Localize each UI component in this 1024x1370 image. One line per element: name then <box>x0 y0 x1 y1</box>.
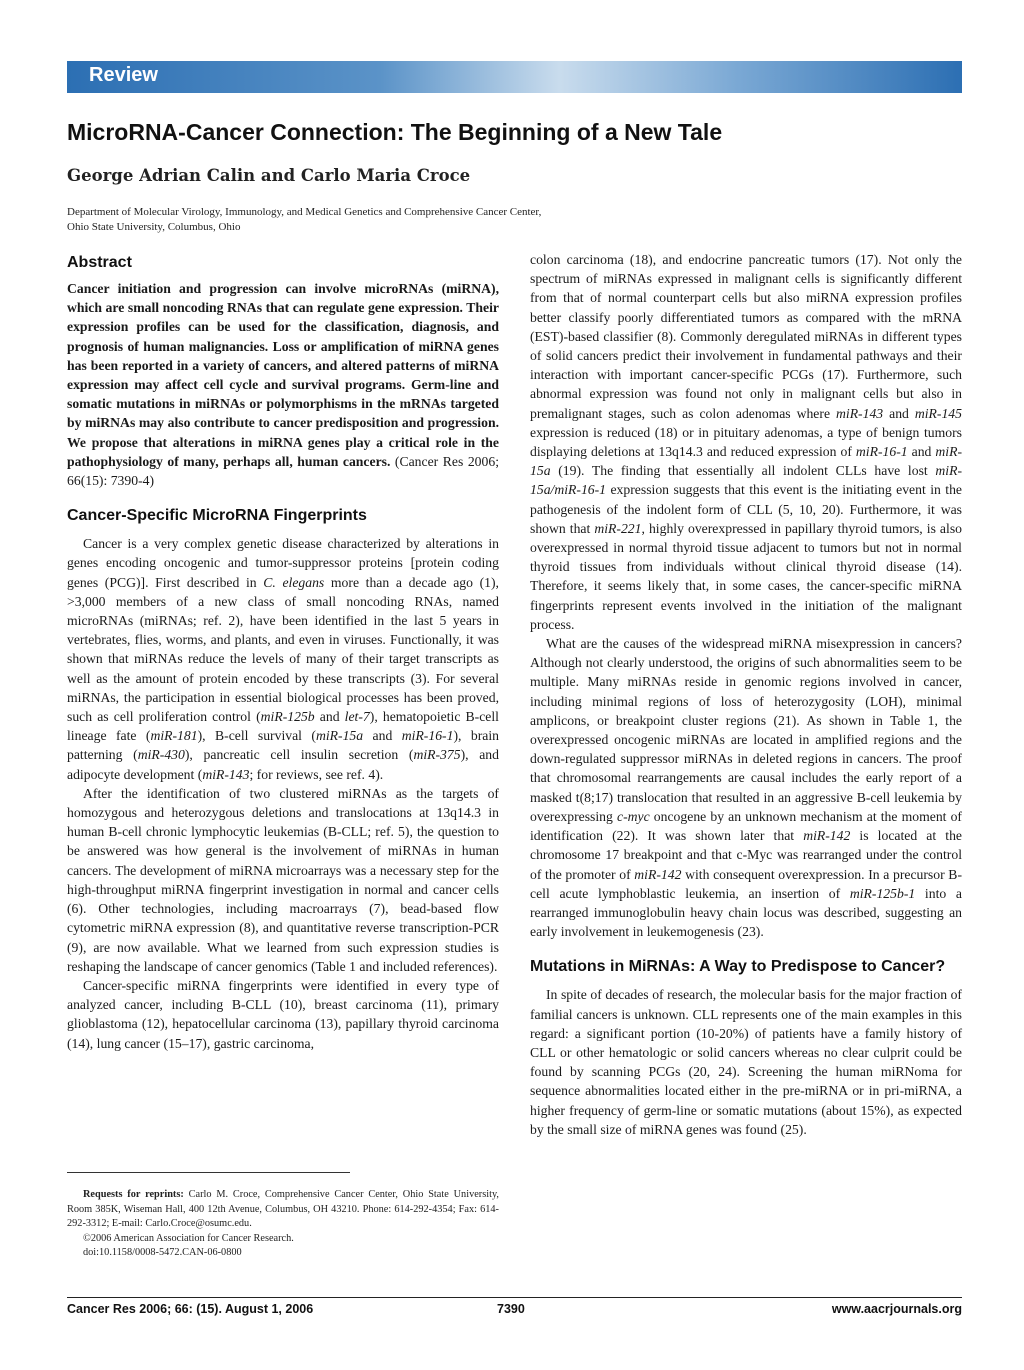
section-heading-mutations: Mutations in MiRNAs: A Way to Predispose to Cancer? <box>530 958 946 976</box>
section-banner <box>67 61 962 93</box>
abstract-citation: (Cancer Res 2006; 66(15): 7390-4) <box>67 453 499 489</box>
section-label: Review <box>89 64 158 86</box>
affiliation-line: Ohio State University, Columbus, Ohio <box>67 221 241 233</box>
copyright-note: ©2006 American Association for Cancer Research. <box>83 1232 294 1244</box>
paragraph: colon carcinoma (18), and endocrine pancreatic tumors (17). Not only the spectrum of miRNAs expressed in malignant cells is significantly different from that of normal counterpart cells but also miRNA expression profiles better classify poorly differentiated tumors as compared with the mRNA (EST)-based classifier (8). Commonly deregulated miRNAs in different types of solid cancers predict their involvement in fundamental pathways and their interaction with important cancer-specific PCGs (17). Furthermore, such abnormal expression was found not only in malignant cells but also in premalignant stages, such as colon adenomas where miR-143 and miR-145 expression is reduced (18) or in pituitary adenomas, a type of benign tumors displaying deletions at 13q14.3 and reduced expression of miR-16-1 and miR-15a (19). The finding that essentially all indolent CLLs have lost miR-15a/miR-16-1 expression suggests that this event is the initiating event in the pathogenesis of the indolent form of CLL (5, 10, 20). Furthermore, it was shown that miR-221, highly overexpressed in papillary thyroid tumors, is also overexpressed in normal thyroid tissue adjacent to tumors but not in normal thyroid tissues from individuals without clinical thyroid disease (14). Therefore, it seems likely that, in some cases, the cancer-specific miRNA fingerprints represent events involved in the initiation of the malignant process. <box>530 252 963 632</box>
abstract-text <box>67 279 499 490</box>
left-column <box>67 253 499 1053</box>
paragraph: After the identification of two clustered miRNAs as the targets of homozygous and heterozygous deletions and translocations at 13q14.3 in human B-cell chronic lymphocytic leukemias (B-CLL; ref. 5), the question to be answered was how general is the involvement of miRNAs in human cancers. The development of miRNA microarrays was a necessary step for the high-throughput miRNA fingerprint investigation in normal and cancer cells (6). Other technologies, including macroarrays (7), bead-based flow cytometric miRNA expression (8), and quantitative reverse transcription-PCR (9), are now available. What we learned from such expression studies is reshaping the landscape of cancer genomics (Table 1 and included references). <box>67 785 499 974</box>
footnotes <box>67 1188 499 1261</box>
article-title: MicroRNA-Cancer Connection: The Beginning of a New Tale <box>67 119 723 145</box>
footer-divider <box>67 1297 962 1298</box>
doi-note: doi:10.1158/0008-5472.CAN-06-0800 <box>83 1247 242 1258</box>
abstract-heading: Abstract <box>67 254 132 271</box>
footer-website[interactable]: www.aacrjournals.org <box>831 1302 962 1316</box>
footnote-divider <box>67 1172 350 1173</box>
section-heading-fingerprints: Cancer-Specific MicroRNA Fingerprints <box>67 507 367 525</box>
paragraph: What are the causes of the widespread miRNA misexpression in cancers? Although not clearly understood, the origins of such abnormalities seem to be multiple. Many miRNAs reside in genomic regions involved in cancer, including minimal regions of loss of heterozygosity (LOH), minimal amplicons, or breakpoint cluster regions (21). As shown in Table 1, the overexpressed oncogenic miRNAs are located in amplified regions and the down-regulated suppressor miRNAs in deleted regions in cancers. The proof that chromosomal rearrangements are causal includes the early report of a masked t(8;17) translocation that resulted in an aggressive B-cell leukemia by overexpressing c-myc oncogene by an unknown mechanism at the moment of identification (22). It was shown later that miR-142 is located at the chromosome 17 breakpoint and that c-Myc was rearranged under the control of the promoter of miR-142 with consequent overexpression. In a precursor B-cell acute lymphoblastic leukemia, an insertion of miR-125b-1 into a rearranged immunoglobulin heavy chain locus was described, suggesting an early involvement in leukemogenesis (23). <box>530 636 963 940</box>
paragraph: In spite of decades of research, the molecular basis for the major fraction of familial cancers is unknown. CLL represents one of the main examples in this regard: a significant portion (10-20%) of patients have a family history of CLL or other hematologic or solid cancers whereas no clear culprit could be found by scanning PCGs (20, 24). Screening the human miRNoma for sequence abnormalities located either in the pre-miRNA or in pri-miRNA, a higher frequency of germ-line or somatic mutations (about 15%), as expected by the small size of miRNA genes was found (25). <box>530 987 962 1137</box>
paragraph: Cancer-specific miRNA fingerprints were identified in every type of analyzed cancer, including B-CLL (10), breast carcinoma (11), primary glioblastoma (12), hepatocellular carcinoma (13), papillary thyroid carcinoma (14), lung cancer (15–17), gastric carcinoma, <box>67 977 499 1051</box>
affiliation-line: Department of Molecular Virology, Immunology, and Medical Genetics and Comprehensive Cancer Center, <box>67 206 542 218</box>
affiliation <box>67 205 667 235</box>
footer-journal: Cancer Res 2006; 66: (15). August 1, 2006 <box>67 1302 314 1316</box>
abstract-body: Cancer initiation and progression can involve microRNAs (miRNA), which are small noncoding RNAs that can regulate gene expression. Their expression profiles can be used for the classification, diagnosis, and prognosis of human malignancies. Loss or amplification of miRNA genes has been reported in a variety of cancers, and altered patterns of miRNA expression may affect cell cycle and survival programs. Germ-line and somatic mutations in miRNAs or polymorphisms in the mRNAs targeted by miRNAs may also contribute to cancer predisposition and progression. We propose that alterations in miRNA genes play a critical role in the pathophysiology of many, perhaps all, human cancers. <box>67 281 499 469</box>
paragraph: Cancer is a very complex genetic disease characterized by alterations in genes encoding oncogenic and tumor-suppressor proteins [protein coding genes (PCG)]. First described in C. elegans more than a decade ago (1), >3,000 members of a new class of small noncoding RNAs, named microRNAs (miRNAs; ref. 2), have been identified in the last 5 years in vertebrates, flies, worms, and plants, and even in viruses. Functionally, it was shown that miRNAs reduce the levels of many of their target transcripts as well as the amount of protein encoded by these transcripts (3). For several miRNAs, the participation in essential biological processes has been proved, such as cell proliferation control (miR-125b and let-7), hematopoietic B-cell lineage fate (miR-181), B-cell survival (miR-15a and miR-16-1), brain patterning (miR-430), pancreatic cell insulin secretion (miR-375), and adipocyte development (miR-143; for reviews, see ref. 4). <box>67 536 499 782</box>
article-authors: George Adrian Calin and Carlo Maria Croce <box>67 166 471 185</box>
right-column <box>530 250 962 1139</box>
page-number: 7390 <box>497 1302 525 1316</box>
reprints-note: Requests for reprints: Carlo M. Croce, Comprehensive Cancer Center, Ohio State University, Room 385K, Wiseman Hall, 400 12th Avenue, Columbus, OH 43210. Phone: 614-292-4354; Fax: 614-292-3312; E-mail: Carlo.Croce@osumc.edu. <box>67 1189 499 1229</box>
